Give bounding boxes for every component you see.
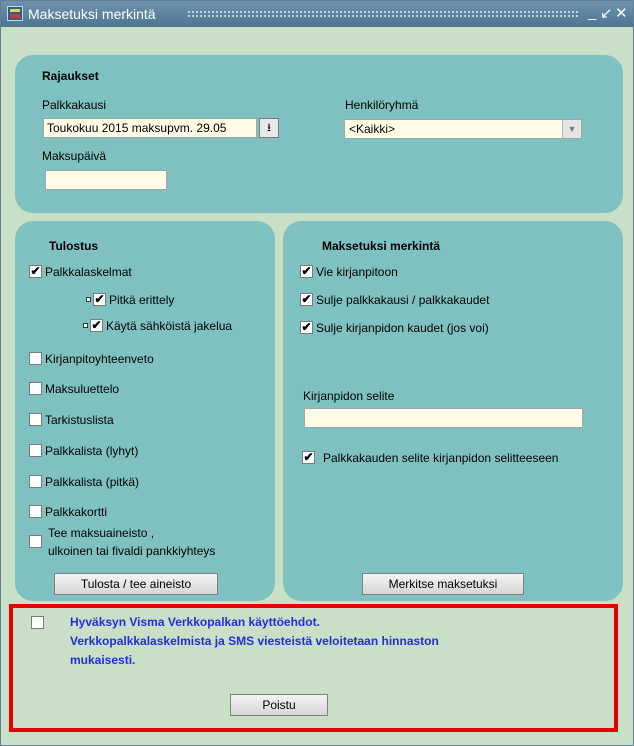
app-icon [7,6,23,21]
checkbox-palkkakauden-selite[interactable]: ✔ [303,450,314,464]
checkbox-maksuluettelo[interactable] [29,382,42,395]
label-palkkalista-pitka: Palkkalista (pitkä) [45,475,140,489]
checkbox-sulje-kirjanpidon-kaudet[interactable]: ✔ [301,320,312,334]
checkbox-tarkistuslista[interactable] [29,413,42,426]
label-kirjanpitoyhteenveto: Kirjanpitoyhteenveto [45,352,154,366]
checkbox-sulje-palkkakausi[interactable]: ✔ [301,292,312,306]
checkbox-palkkakortti[interactable] [29,505,42,518]
tulostus-heading: Tulostus [49,239,99,253]
checkbox-terms[interactable] [31,616,44,629]
label-vie-kirjanpitoon: Vie kirjanpitoon [316,265,398,279]
title-grip [187,10,580,18]
label-palkkakortti: Palkkakortti [45,505,108,519]
maksupaiva-field[interactable] [45,170,167,190]
label-maksuaineisto: Tee maksuaineisto , [48,526,155,540]
selite-field[interactable] [304,408,583,428]
merkitse-maksetuksi-button[interactable]: Merkitse maksetuksi [362,573,524,595]
restore-icon[interactable]: ↙ [600,5,613,22]
label-sulje-palkkakausi: Sulje palkkakausi / palkkakaudet [316,293,490,307]
terms-line-2: Verkkopalkkalaskelmista ja SMS viesteistä veloitetaan hinnaston [70,634,439,648]
checkbox-kirjanpitoyhteenveto[interactable] [29,352,42,365]
label-maksuaineisto-2: ulkoinen tai fivaldi pankkiyhteys [48,544,216,558]
bullet-icon [83,323,88,328]
tulosta-button[interactable]: Tulosta / tee aineisto [54,573,218,595]
label-sulje-kirjanpidon-kaudet: Sulje kirjanpidon kaudet (jos voi) [316,321,489,335]
label-palkkalaskelmat: Palkkalaskelmat [45,265,132,279]
checkbox-maksuaineisto[interactable] [29,535,42,548]
poistu-button[interactable]: Poistu [230,694,328,716]
label-sahkoinen-jakelu: Käytä sähköistä jakelua [106,319,233,333]
label-maksuluettelo: Maksuluettelo [45,382,120,396]
checkbox-palkkalaskelmat[interactable]: ✔ [30,264,41,278]
palkkakausi-field[interactable]: Toukokuu 2015 maksupvm. 29.05 [43,118,257,138]
label-pitka-erittely: Pitkä erittely [109,293,175,307]
rajaukset-heading: Rajaukset [42,69,99,83]
maksupaiva-label: Maksupäivä [42,149,107,163]
label-palkkakauden-selite: Palkkakauden selite kirjanpidon selitteeseen [323,451,559,465]
chevron-down-icon[interactable]: ▼ [562,120,581,138]
palkkakausi-label: Palkkakausi [42,98,107,112]
checkbox-palkkalista-pitka[interactable] [29,475,42,488]
label-palkkalista-lyhyt: Palkkalista (lyhyt) [45,444,139,458]
checkbox-vie-kirjanpitoon[interactable]: ✔ [301,264,312,278]
bullet-icon [86,297,91,302]
henkiloryhma-select[interactable] [344,119,582,139]
merkinta-heading: Maksetuksi merkintä [322,239,441,253]
checkbox-pitka-erittely[interactable]: ✔ [94,292,105,306]
minimize-icon[interactable]: _ [588,4,597,21]
window-title: Maksetuksi merkintä [28,6,156,22]
henkiloryhma-label: Henkilöryhmä [345,98,419,112]
checkbox-sahkoinen-jakelu[interactable]: ✔ [91,318,102,332]
palkkakausi-lov-button[interactable]: ⭳ [259,118,279,138]
selite-label: Kirjanpidon selite [303,389,395,403]
label-tarkistuslista: Tarkistuslista [45,413,114,427]
terms-line-3: mukaisesti. [70,653,136,667]
terms-line-1: Hyväksyn Visma Verkkopalkan käyttöehdot. [70,615,320,629]
henkiloryhma-value: <Kaikki> [349,122,396,136]
checkbox-palkkalista-lyhyt[interactable] [29,444,42,457]
close-icon[interactable]: ✕ [615,5,628,22]
title-bar [1,1,633,27]
